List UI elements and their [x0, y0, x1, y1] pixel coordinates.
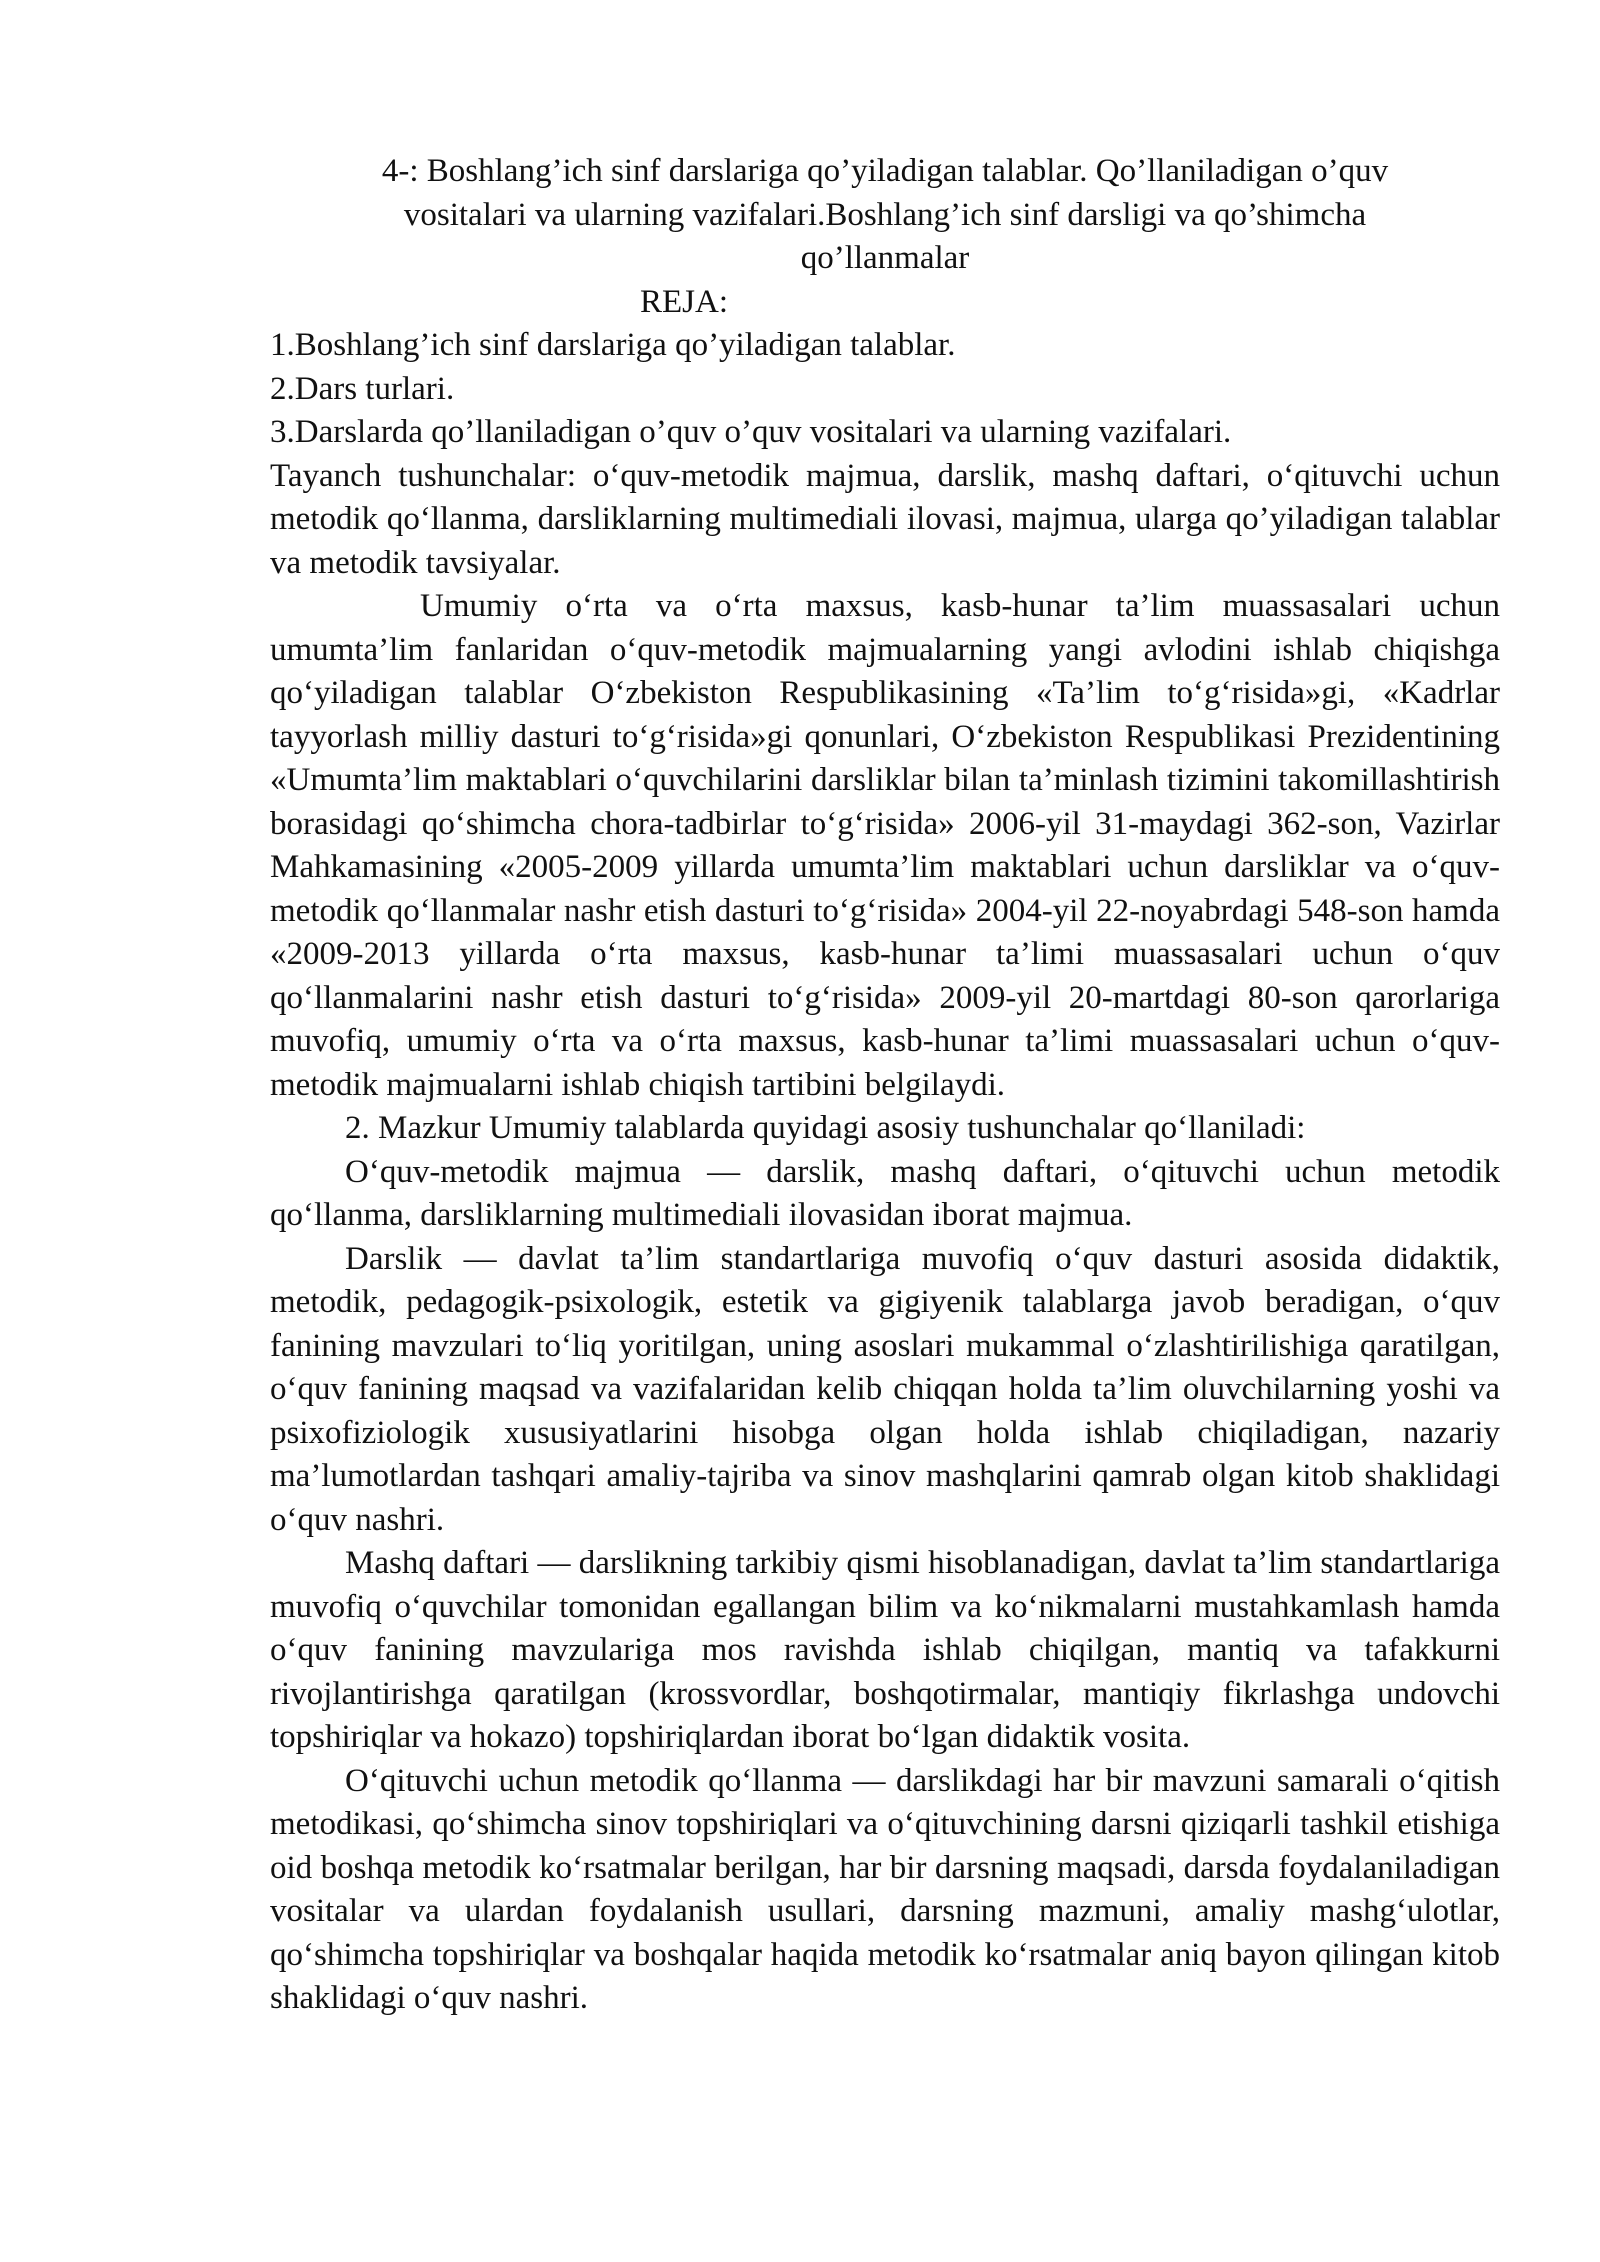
plan-heading: REJA:	[640, 283, 729, 320]
page-title	[270, 150, 1500, 281]
document-body	[270, 150, 1500, 2021]
definition-paragraph: O‘quv-metodik majmua — darslik, mashq daftari, o‘qituvchi uchun metodik qo‘llanma, darsliklarning multimediali ilovasidan iborat majmua.	[270, 1153, 1500, 1233]
body-paragraph: 2. Mazkur Umumiy talablarda quyidagi asosiy tushunchalar qo‘llaniladi:	[345, 1110, 1306, 1146]
body-paragraph: Umumiy o‘rta va o‘rta maxsus, kasb-hunar ta’lim muassasalari uchun umumta’lim fanlaridan o‘quv-metodik majmualarning yangi avlodini ishlab chiqishga qo‘yiladigan talablar O‘zbekiston Respublikasining «Ta’lim to‘g‘risida»gi, «Kadrlar tayyorlash milliy dasturi to‘g‘risida»gi qonunlari, O‘zbekiston Respublikasi Prezidentining «Umumta’lim maktablari o‘quvchilarini darsliklar bilan ta’minlash tizimini takomillashtirish borasidagi qo‘shimcha chora-tadbirlar to‘g‘risida» 2006-yil 31-maydagi 362-son, Vazirlar Mahkamasining «2005-2009 yillarda umumta’lim maktablari uchun darsliklar va o‘quv-metodik qo‘llanmalar nashr etish dasturi to‘g‘risida» 2004-yil 22-noyabrdagi 548-son hamda «2009-2013 yillarda o‘rta maxsus, kasb-hunar ta’limi muassasalari uchun o‘quv qo‘llanmalarini nashr etish dasturi to‘g‘risida» 2009-yil 20-martdagi 80-son qarorlariga muvofiq, umumiy o‘rta va o‘rta maxsus, kasb-hunar ta’limi muassasalari uchun o‘quv-metodik majmualarni ishlab chiqish tartibini belgilaydi.	[270, 588, 1500, 1103]
plan-item: 3.Darslarda qo’llaniladigan o’quv o’quv vositalari va ularning vazifalari.	[270, 414, 1232, 450]
key-concepts-paragraph: Tayanch tushunchalar: o‘quv-metodik majmua, darslik, mashq daftari, o‘qituvchi uchun metodik qo‘llanma, darsliklarning multimediali ilovasi, majmua, ularga qo’yiladigan talablar va metodik tavsiyalar.	[270, 457, 1500, 581]
title-line: vositalari va ularning vazifalari.Boshlang’ich sinf darsligi va qo’shimcha	[403, 196, 1367, 233]
plan-item: 1.Boshlang’ich sinf darslariga qo’yiladigan talablar.	[270, 327, 956, 363]
title-line: 4-: Boshlang’ich sinf darslariga qo’yiladigan talablar. Qo’llaniladigan o’quv	[381, 153, 1389, 189]
definition-paragraph: Mashq daftari — darslikning tarkibiy qismi hisoblanadigan, davlat ta’lim standartlariga muvofiq o‘quvchilar tomonidan egallangan bilim va ko‘nikmalarni mustahkamlash hamda o‘quv fanining mavzulariga mos ravishda ishlab chiqilgan, mantiq va tafakkurni rivojlantirishga qaratilgan (krossvordlar, boshqotirmalar, mantiqiy fikrlashga undovchi topshiriqlar va hokazo) topshiriqlardan iborat bo‘lgan didaktik vosita.	[270, 1545, 1500, 1755]
definition-paragraph: O‘qituvchi uchun metodik qo‘llanma — darslikdagi har bir mavzuni samarali o‘qitish metodikasi, qo‘shimcha sinov topshiriqlari va o‘qituvchining darsni qiziqarli tashkil etishiga oid boshqa metodik ko‘rsatmalar berilgan, har bir darsning maqsadi, darsda foydalaniladigan vositalar va ulardan foydalanish usullari, darsning mazmuni, amaliy mashg‘ulotlar, qo‘shimcha topshiriqlar va boshqalar haqida metodik ko‘rsatmalar aniq bayon qilingan kitob shaklidagi o‘quv nashri.	[270, 1762, 1500, 2016]
plan-list	[270, 324, 1500, 455]
definition-paragraph: Darslik — davlat ta’lim standartlariga muvofiq o‘quv dasturi asosida didaktik, metodik, pedagogik-psixologik, estetik va gigiyenik talablarga javob beradigan, o‘quv fanining mavzulari to‘liq yoritilgan, uning asoslari mukammal o‘zlashtirilishiga qaratilgan, o‘quv fanining maqsad va vazifalaridan kelib chiqqan holda ta’lim oluvchilarning yoshi va psixofiziologik xususiyatlarini hisobga olgan holda ishlab chiqiladigan, nazariy ma’lumotlardan tashqari amaliy-tajriba va sinov mashqlarini qamrab olgan kitob shaklidagi o‘quv nashri.	[270, 1240, 1500, 1538]
title-line: qo’llanmalar	[800, 240, 970, 276]
plan-item: 2.Dars turlari.	[270, 370, 455, 407]
